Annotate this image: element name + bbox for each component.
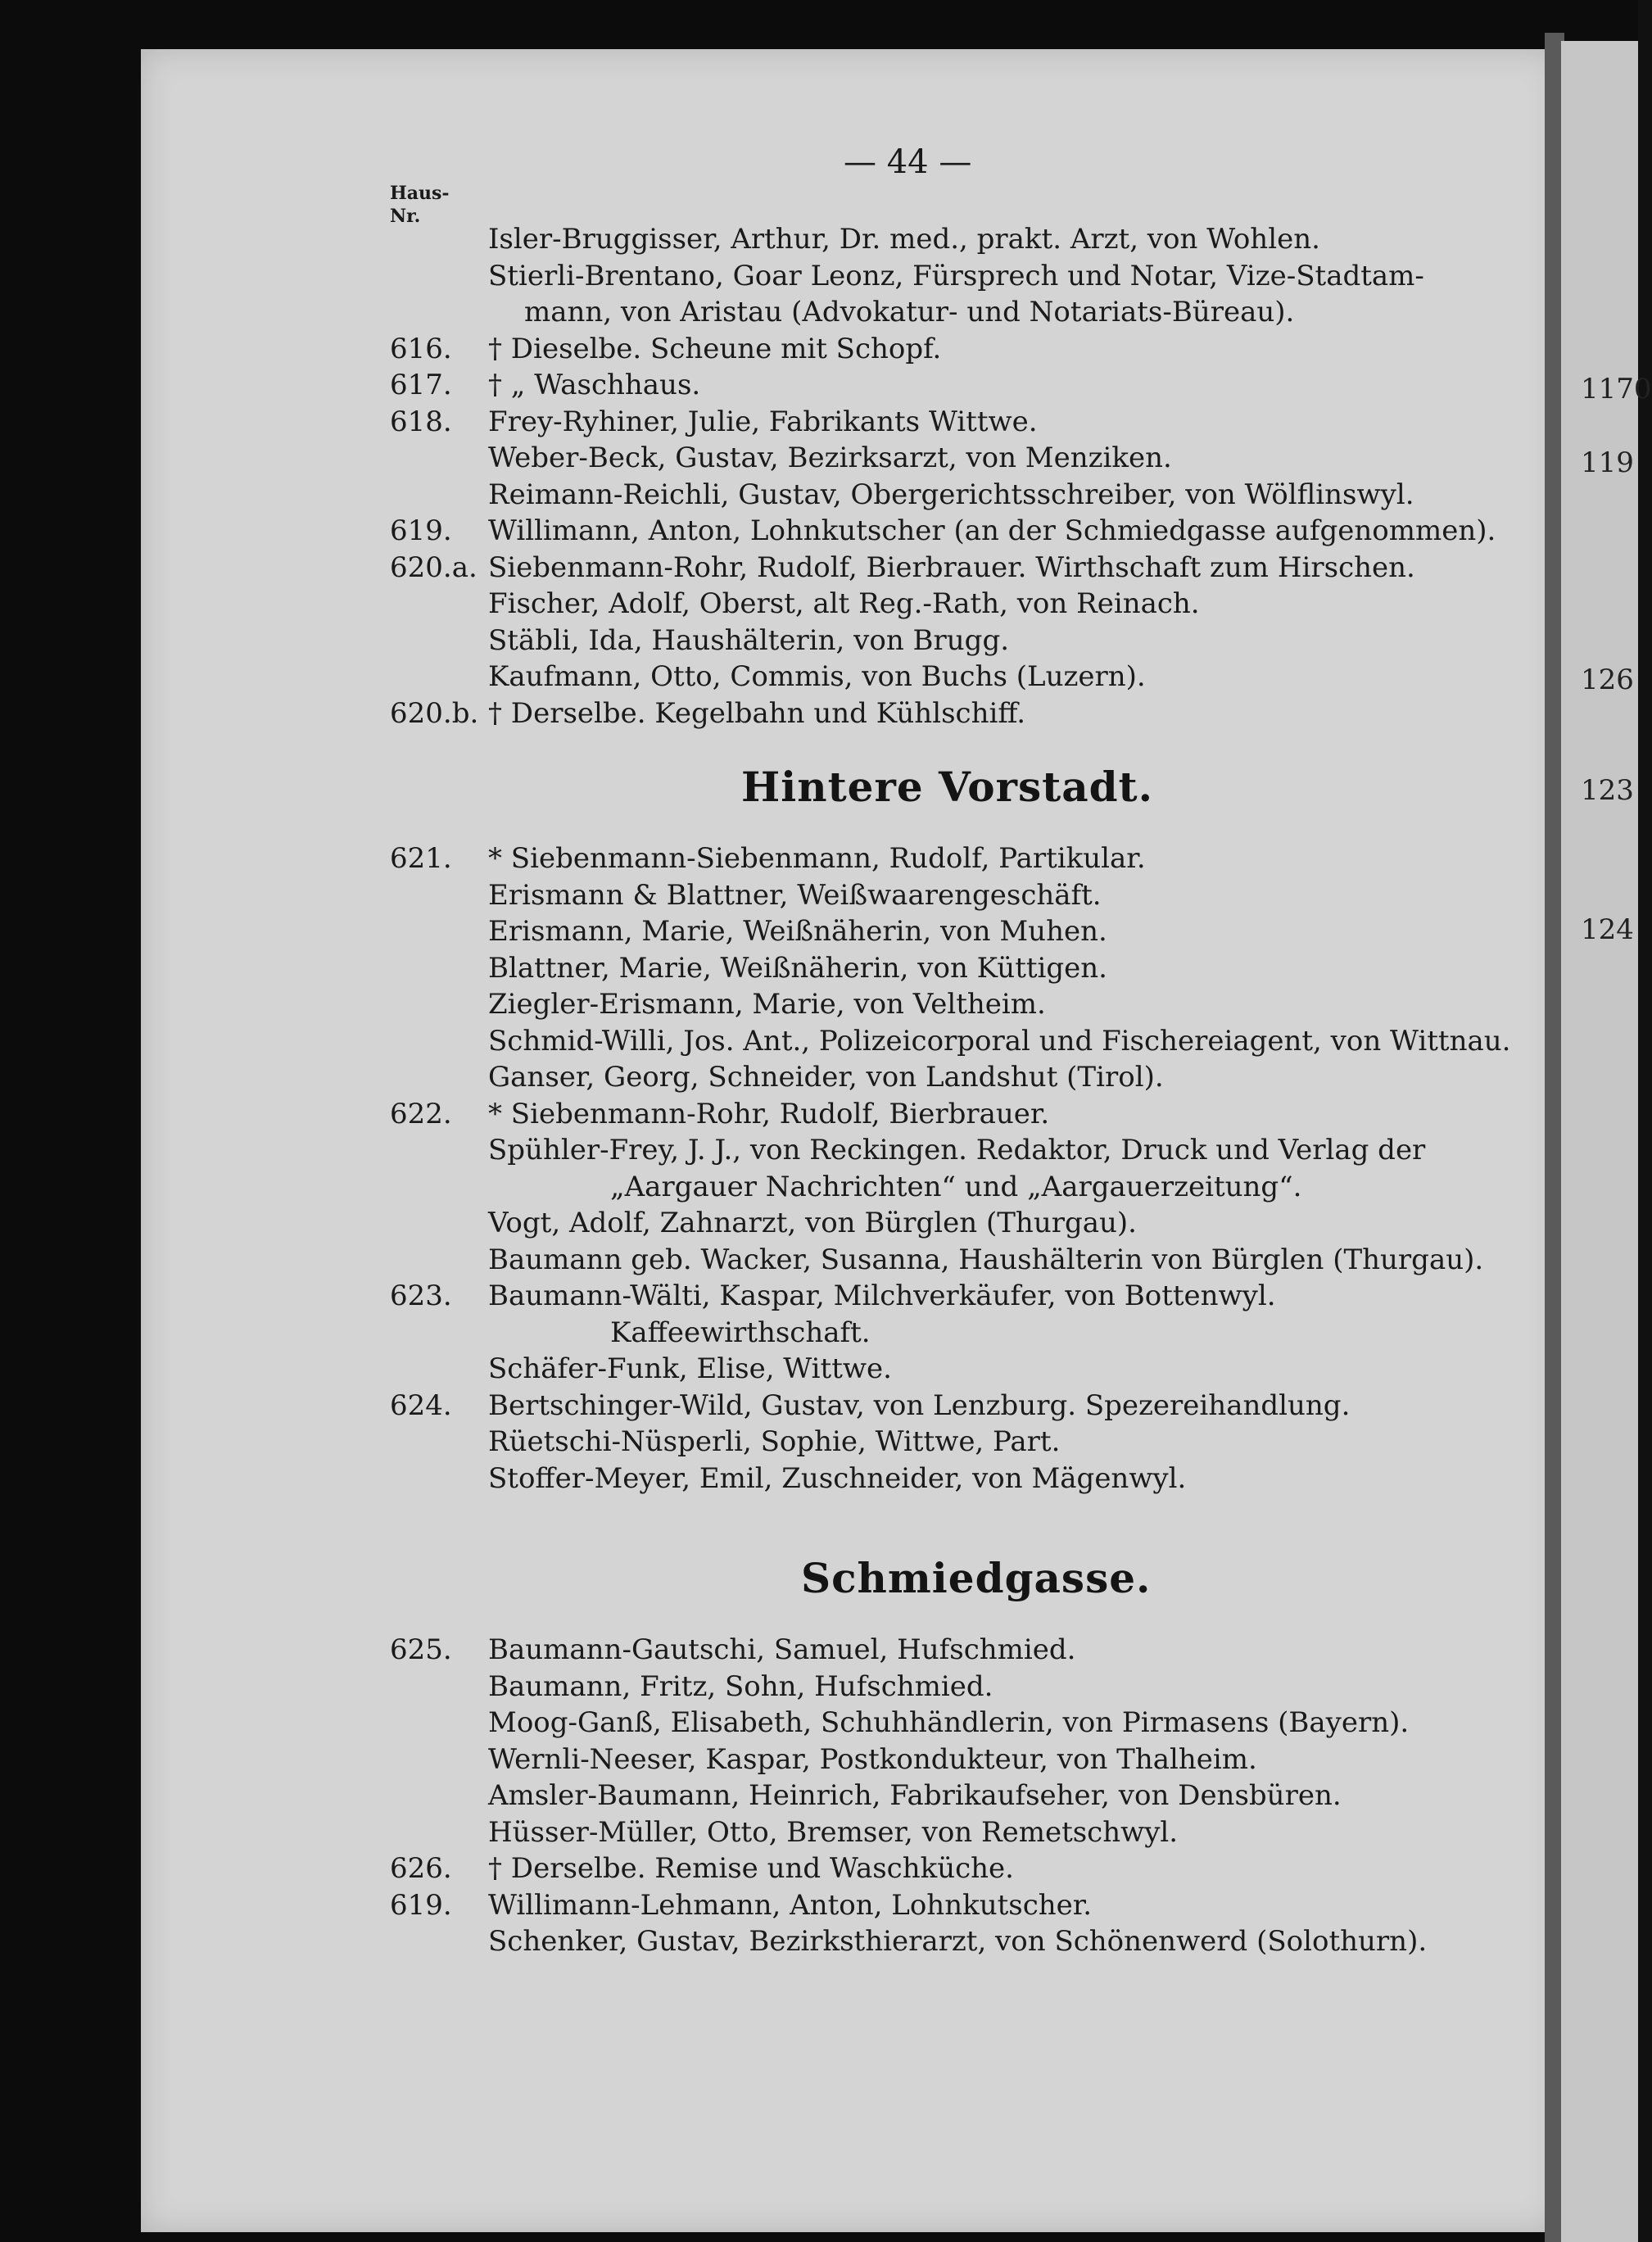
resident-entry: Stäbli, Ida, Haushälterin, von Brugg. (488, 623, 1010, 657)
resident-entry: Baumann, Fritz, Sohn, Hufschmied. (488, 1669, 993, 1703)
adjacent-page-number: 119 (1581, 446, 1634, 479)
house-number: 621. (390, 842, 452, 875)
resident-entry: Wernli-Neeser, Kaspar, Postkondukteur, von Thalheim. (488, 1742, 1257, 1776)
house-number: 619. (390, 1888, 452, 1922)
resident-entry: Isler-Bruggisser, Arthur, Dr. med., prakt. Arzt, von Wohlen. (488, 223, 1320, 256)
house-number: 620.a. (390, 550, 477, 584)
resident-entry: † Derselbe. Remise und Waschküche. (488, 1852, 1014, 1885)
house-number: 620.b. (390, 696, 479, 730)
column-label-house-number: Haus-Nr. (390, 183, 450, 227)
resident-entry: Schäfer-Funk, Elise, Wittwe. (488, 1352, 892, 1385)
resident-entry: Fischer, Adolf, Oberst, alt Reg.-Rath, von Reinach. (488, 587, 1200, 620)
resident-entry: † Dieselbe. Scheune mit Schopf. (488, 332, 942, 365)
section-heading: Schmiedgasse. (801, 1554, 1152, 1602)
house-number: 619. (390, 514, 452, 547)
page-number: — 44 — (844, 143, 972, 181)
house-number: 616. (390, 332, 452, 365)
house-number: 618. (390, 405, 452, 438)
house-number: 624. (390, 1388, 452, 1422)
house-number: 622. (390, 1097, 452, 1130)
resident-entry: Moog-Ganß, Elisabeth, Schuhhändlerin, von Pirmasens (Bayern). (488, 1706, 1410, 1739)
house-number: 617. (390, 369, 452, 401)
resident-entry: Schmid-Willi, Jos. Ant., Polizeicorporal und Fischereiagent, von Wittnau. (488, 1024, 1511, 1058)
resident-entry: Willimann-Lehmann, Anton, Lohnkutscher. (488, 1888, 1093, 1922)
house-number: 625. (390, 1633, 452, 1666)
resident-entry: Spühler-Frey, J. J., von Reckingen. Redaktor, Druck und Verlag der (488, 1134, 1426, 1166)
adjacent-page (1561, 41, 1638, 2242)
section-heading: Hintere Vorstadt. (741, 763, 1154, 811)
resident-entry: † „ Waschhaus. (488, 369, 701, 401)
resident-entry: mann, von Aristau (Advokatur- und Notariats-Büreau). (524, 296, 1295, 328)
resident-entry: Weber-Beck, Gustav, Bezirksarzt, von Menziken. (488, 442, 1172, 474)
resident-entry: Schenker, Gustav, Bezirksthierarzt, von Schönenwerd (Solothurn). (488, 1925, 1428, 1958)
resident-entry: Reimann-Reichli, Gustav, Obergerichtsschreiber, von Wölflinswyl. (488, 478, 1414, 511)
resident-entry: * Siebenmann-Rohr, Rudolf, Bierbrauer. (488, 1097, 1050, 1130)
resident-entry: Stoffer-Meyer, Emil, Zuschneider, von Mägenwyl. (488, 1461, 1187, 1495)
resident-entry: Blattner, Marie, Weißnäherin, von Küttigen. (488, 951, 1107, 985)
resident-entry: † Derselbe. Kegelbahn und Kühlschiff. (488, 696, 1026, 730)
resident-entry: Erismann & Blattner, Weißwaarengeschäft. (488, 878, 1102, 912)
resident-entry: Frey-Ryhiner, Julie, Fabrikants Wittwe. (488, 405, 1038, 438)
resident-entry: Vogt, Adolf, Zahnarzt, von Bürglen (Thurgau). (488, 1207, 1137, 1239)
resident-entry: Ziegler-Erismann, Marie, von Veltheim. (488, 988, 1046, 1021)
resident-entry: Baumann-Wälti, Kaspar, Milchverkäufer, von Bottenwyl. (488, 1280, 1276, 1312)
resident-entry: Siebenmann-Rohr, Rudolf, Bierbrauer. Wirthschaft zum Hirschen. (488, 550, 1415, 584)
resident-entry: Baumann-Gautschi, Samuel, Hufschmied. (488, 1633, 1076, 1666)
resident-entry: * Siebenmann-Siebenmann, Rudolf, Partikular. (488, 842, 1146, 875)
resident-entry: Kaffeewirthschaft. (610, 1316, 871, 1349)
resident-entry: Hüsser-Müller, Otto, Bremser, von Remetschwyl. (488, 1815, 1179, 1849)
resident-entry: „Aargauer Nachrichten“ und „Aargauerzeitung“. (610, 1170, 1302, 1203)
resident-entry: Erismann, Marie, Weißnäherin, von Muhen. (488, 915, 1107, 948)
resident-entry: Bertschinger-Wild, Gustav, von Lenzburg. Spezereihandlung. (488, 1388, 1351, 1422)
house-number: 623. (390, 1280, 452, 1312)
house-number: 626. (390, 1852, 452, 1885)
resident-entry: Kaufmann, Otto, Commis, von Buchs (Luzern). (488, 660, 1146, 693)
adjacent-page-number: 124 (1581, 913, 1634, 946)
resident-entry: Stierli-Brentano, Goar Leonz, Fürsprech und Notar, Vize-Stadtam- (488, 259, 1424, 292)
resident-entry: Ganser, Georg, Schneider, von Landshut (Tirol). (488, 1061, 1164, 1094)
adjacent-page-number: 123 (1581, 774, 1634, 807)
resident-entry: Rüetschi-Nüsperli, Sophie, Wittwe, Part. (488, 1425, 1061, 1458)
resident-entry: Willimann, Anton, Lohnkutscher (an der Schmiedgasse aufgenommen). (488, 514, 1496, 547)
resident-entry: Baumann geb. Wacker, Susanna, Haushälterin von Bürglen (Thurgau). (488, 1243, 1484, 1276)
resident-entry: Amsler-Baumann, Heinrich, Fabrikaufseher, von Densbüren. (488, 1779, 1342, 1812)
adjacent-page-number: 126 (1581, 664, 1634, 696)
adjacent-page-number: 1170 (1581, 373, 1652, 405)
